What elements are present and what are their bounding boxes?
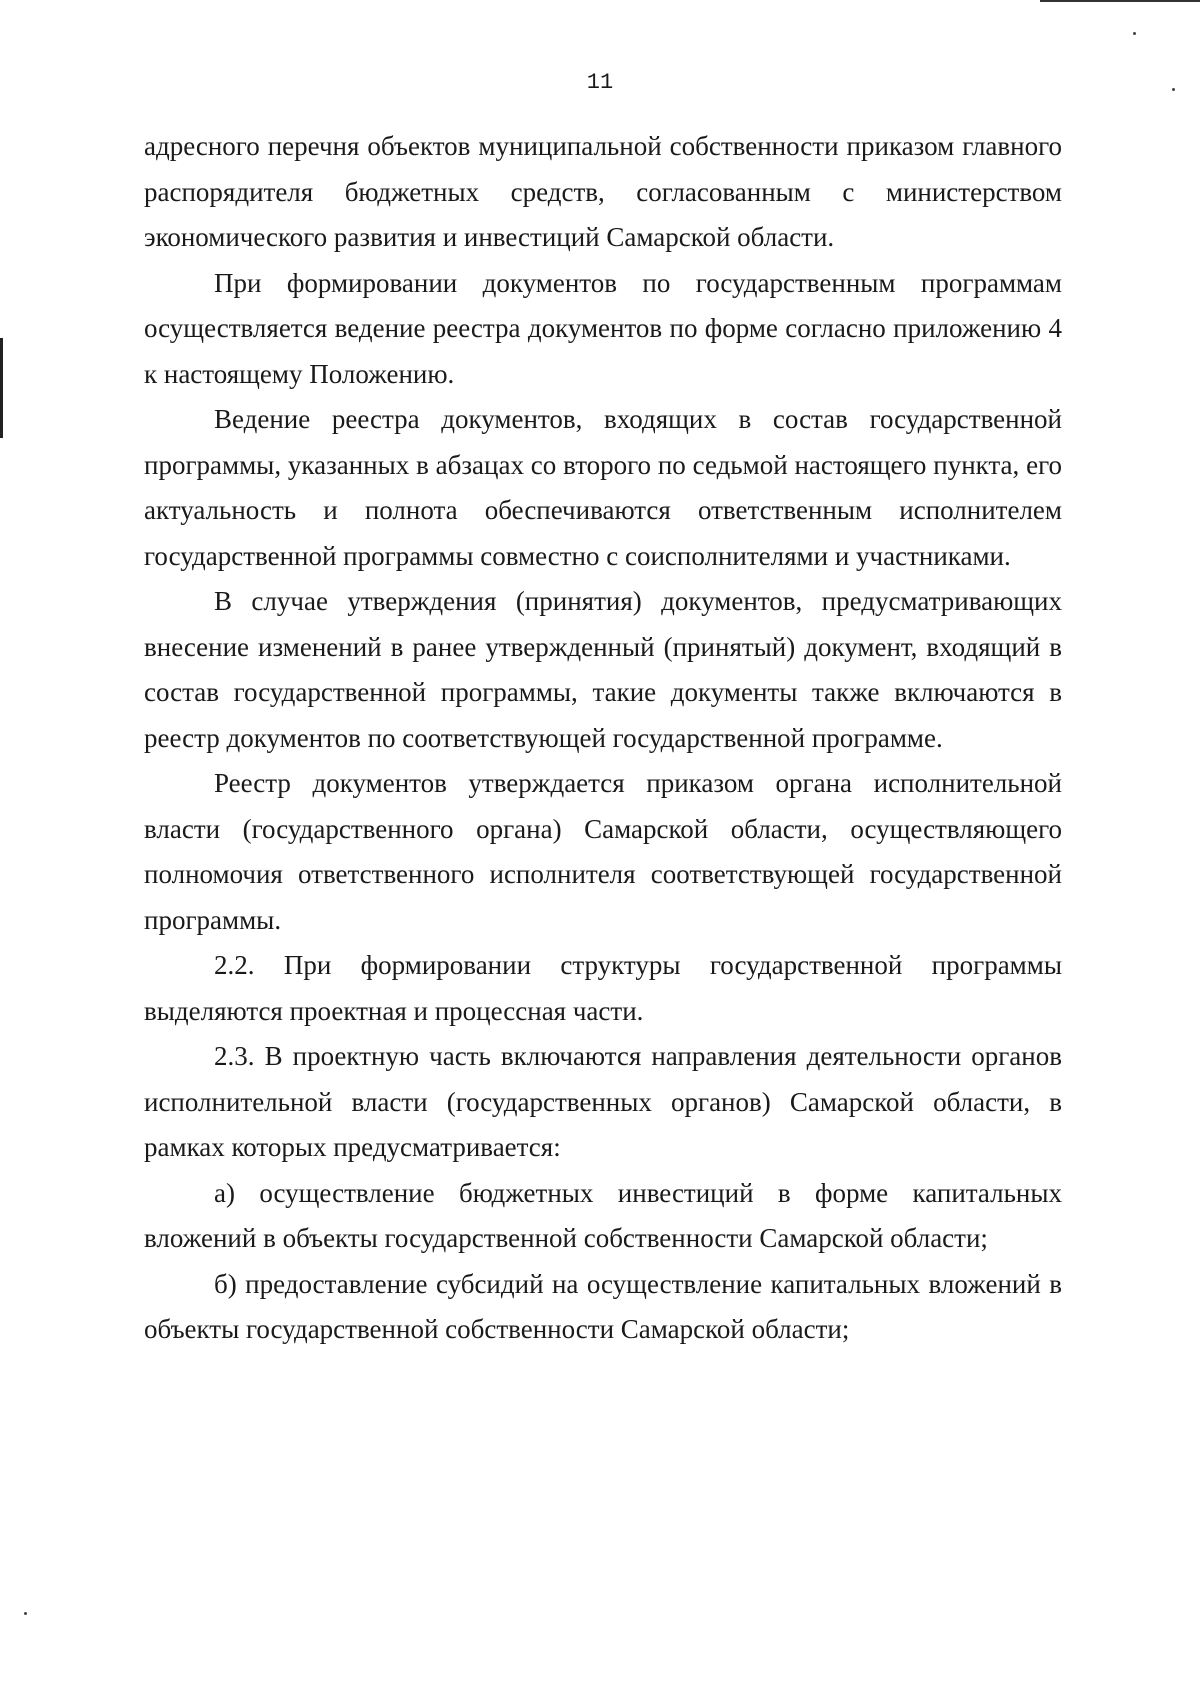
paragraph: а) осуществление бюджетных инвестиций в форме капитальных вложений в объекты государственной собственности Самарской области; (144, 1177, 1062, 1253)
paragraph: адресного перечня объектов муниципальной собственности приказом главного распорядителя бюджетных средств, согласованным с министерством экономического развития и инвестиций Самарской области. (144, 131, 1062, 252)
document-body (144, 124, 1062, 1353)
paragraph: Реестр документов утверждается приказом органа исполнительной власти (государственного органа) Самарской области, осуществляющего полномочия ответственного исполнителя соответствующей государственной программы. (144, 768, 1062, 935)
paragraph: 2.3. В проектную часть включаются направления деятельности органов исполнительной власти (государственных органов) Самарской области, в рамках которых предусматривается: (144, 1041, 1062, 1162)
paragraph: б) предоставление субсидий на осуществление капитальных вложений в объекты государственной собственности Самарской области; (144, 1268, 1062, 1344)
paragraph: В случае утверждения (принятия) документов, предусматривающих внесение изменений в ранее утвержденный (принятый) документ, входящий в состав государственной программы, такие документы также включаются в реестр документов по соответствующей государственной программе. (144, 586, 1062, 753)
paragraph: При формировании документов по государственным программам осуществляется ведение реестра документов по форме согласно приложению 4 к настоящему Положению. (144, 267, 1062, 389)
paragraph: Ведение реестра документов, входящих в состав государственной программы, указанных в абзацах со второго по седьмой настоящего пункта, его актуальность и полнота обеспечиваются ответственным исполнителем государственной программы совместно с соисполнителями и участниками. (144, 404, 1062, 571)
page-number: 11 (586, 70, 614, 95)
scan-artifact-dot (24, 1612, 27, 1615)
scan-artifact-line (0, 338, 3, 438)
paragraph: 2.2. При формировании структуры государственной программы выделяются проектная и процессная части. (144, 950, 1062, 1026)
scan-artifact-line (1040, 0, 1200, 2)
scan-artifact-dot (1133, 32, 1136, 35)
